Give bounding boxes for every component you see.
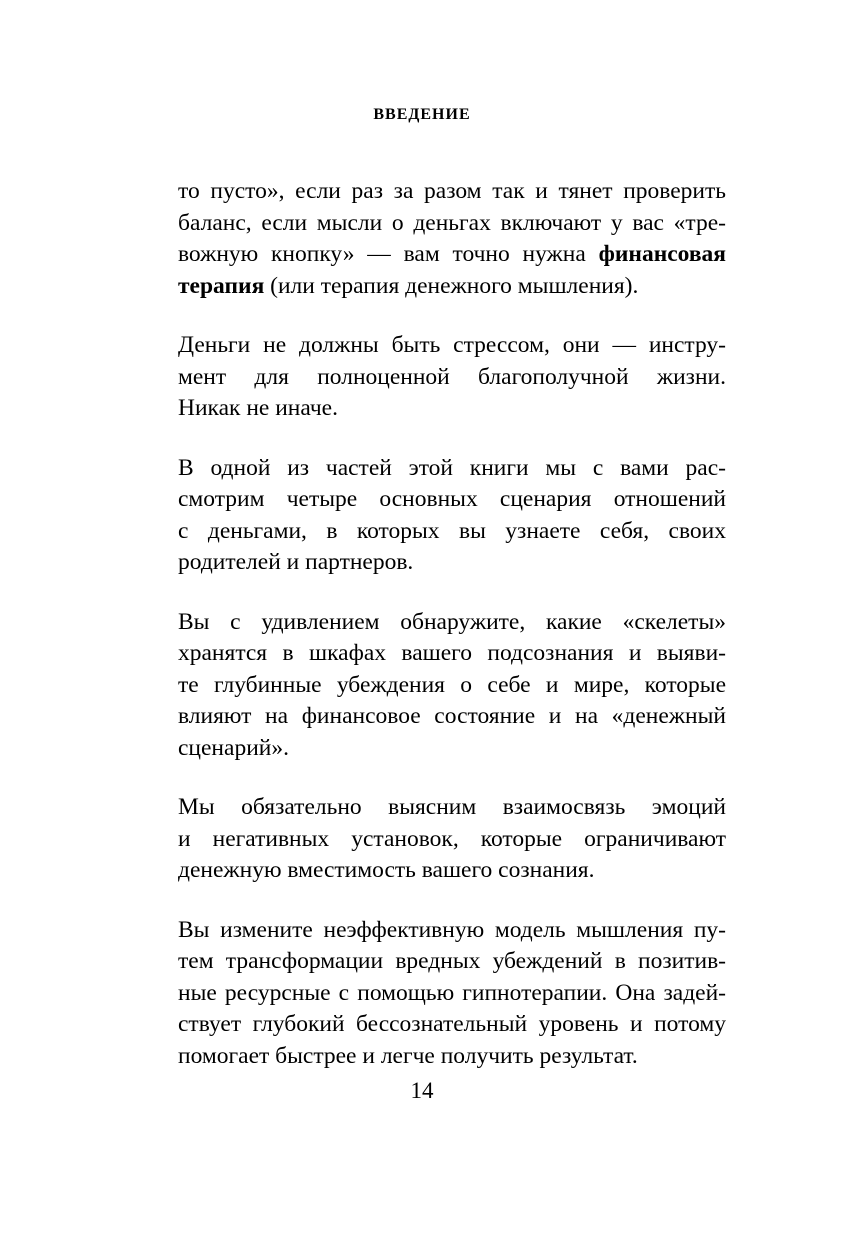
body-text (178, 176, 726, 1100)
text-line: Никак не иначе. (178, 395, 338, 421)
text-line (178, 271, 726, 303)
running-head: ВВЕДЕНИЕ (373, 106, 471, 123)
text-line: и негативных установок, которые ограничивают (178, 825, 726, 852)
paragraph-4 (178, 607, 726, 765)
paragraph-6 (178, 915, 726, 1073)
text-line: смотрим четыре основных сценария отношений (178, 486, 726, 512)
text-line: Вы с удивлением обнаружите, какие «скелеты» (178, 608, 726, 635)
text-line: Вы измените неэффективную модель мышления пу- (178, 916, 726, 943)
text-line: Мы обязательно выясним взаимосвязь эмоций (178, 794, 726, 820)
text-line: хранятся в шкафах вашего подсознания и выяви- (178, 640, 726, 666)
text-line: тем трансформации вредных убеждений в позитив- (178, 948, 726, 974)
text-line: ные ресурсные с помощью гипнотерапии. Она задей- (178, 979, 726, 1006)
text-line (178, 239, 726, 271)
paragraph-5 (178, 792, 726, 887)
text-line: В одной из частей этой книги мы с вами рас- (178, 454, 726, 481)
text-segment: (или терапия денежного мышления). (270, 272, 639, 299)
bold-term: финансовая (598, 241, 727, 267)
text-line: мент для полноценной благополучной жизни. (178, 363, 726, 390)
paragraph-2 (178, 330, 726, 425)
text-line: Деньги не должны быть стрессом, они — инстру- (178, 332, 726, 358)
bold-term: терапия (178, 272, 265, 299)
text-line: родителей и партнеров. (178, 549, 414, 575)
text-line: помогает быстрее и легче получить результат. (178, 1042, 638, 1069)
text-line: те глубинные убеждения о себе и мире, которые (178, 671, 726, 698)
text-line: денежную вместимость вашего сознания. (178, 857, 595, 883)
text-line: баланс, если мысли о деньгах включают у вас «тре- (178, 209, 726, 236)
page-number: 14 (410, 1078, 434, 1103)
text-segment: вожную кнопку» — вам точно нужна (178, 241, 586, 267)
text-line: ствует глубокий бессознательный уровень и потому (178, 1011, 726, 1037)
text-line: с деньгами, в которых вы узнаете себя, своих (178, 517, 726, 544)
text-line: то пусто», если раз за разом так и тянет проверить (178, 178, 726, 204)
paragraph-3 (178, 453, 726, 579)
text-line: влияют на финансовое состояние и на «денежный (178, 703, 726, 729)
text-line: сценарий». (178, 734, 289, 761)
paragraph-1 (178, 176, 726, 302)
